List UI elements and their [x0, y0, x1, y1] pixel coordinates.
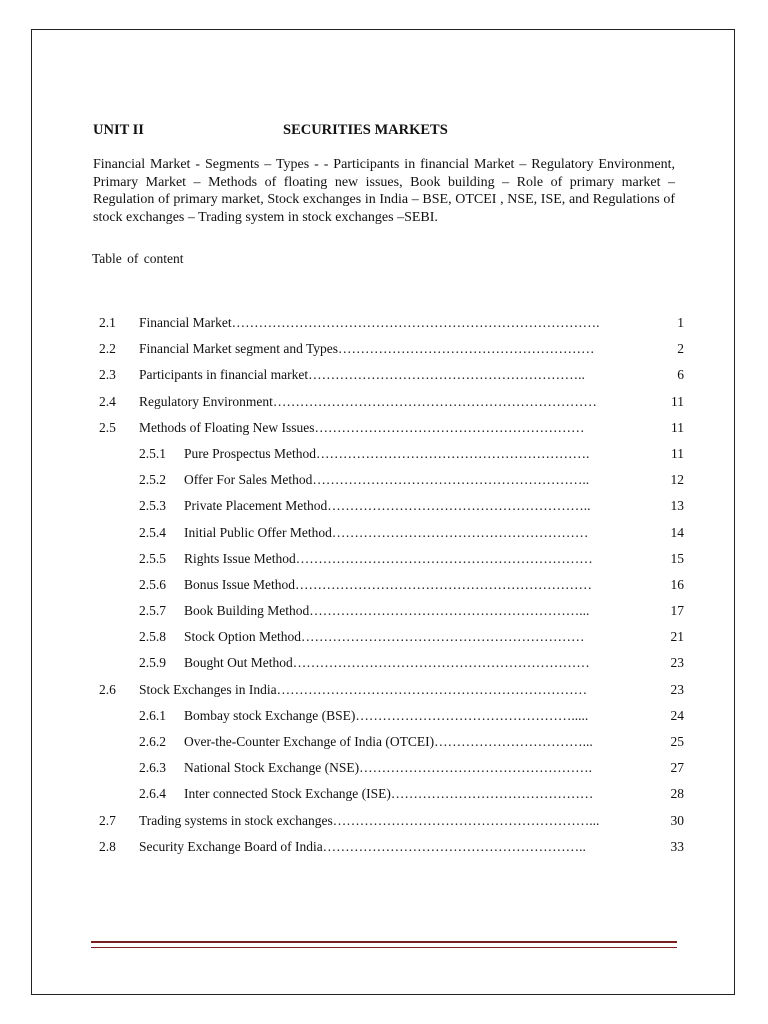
toc-entry-label: Bought Out Method…………………………………………………………: [184, 655, 590, 671]
toc-entry-label: Offer For Sales Method……………………………………………………..: [184, 472, 590, 488]
toc-entry-number: 2.6: [99, 681, 116, 697]
toc-entry-label: Financial Market segment and Types…………………………………………………: [139, 341, 595, 357]
toc-entry-label: Bonus Issue Method…………………………………………………………: [184, 576, 592, 592]
toc-entry[interactable]: [0, 362, 768, 388]
toc-entry[interactable]: [0, 389, 768, 415]
toc-subentry[interactable]: [0, 493, 768, 519]
toc-entry-label: Regulatory Environment………………………………………………………………: [139, 393, 597, 409]
toc-entry-page: 2: [677, 341, 684, 357]
toc-entry[interactable]: [0, 310, 768, 336]
toc-entry-label: Inter connected Stock Exchange (ISE)………………………………………: [184, 786, 594, 802]
toc-entry-number: 2.6.3: [139, 760, 166, 776]
toc-entry-page: 15: [670, 550, 684, 566]
toc-entry-page: 25: [670, 734, 684, 749]
toc-entry-number: 2.5: [99, 419, 116, 435]
toc-entry-label: Book Building Method……………………………………………………...: [184, 603, 590, 619]
toc-entry-label: Stock Option Method………………………………………………………: [184, 629, 585, 645]
toc-entry-number: 2.5.4: [139, 524, 166, 540]
toc-subentry[interactable]: [0, 650, 768, 676]
toc-entry-page: 11: [671, 445, 684, 461]
toc-entry-page: 6: [677, 367, 684, 383]
toc-entry-label: Over-the-Counter Exchange of India (OTCEI)……………………………...: [184, 734, 593, 749]
toc-subentry[interactable]: [0, 729, 768, 755]
toc-entry-number: 2.6.4: [139, 786, 166, 802]
toc-entry-page: 30: [670, 812, 684, 828]
toc-entry-number: 2.8: [99, 838, 116, 854]
toc-entry-label: Stock Exchanges in India……………………………………………………………: [139, 681, 588, 697]
toc-entry-label: National Stock Exchange (NSE)…………………………………………….: [184, 760, 592, 776]
toc-entry-number: 2.5.8: [139, 629, 166, 645]
toc-subentry[interactable]: [0, 703, 768, 729]
toc-entry-page: 23: [670, 681, 684, 697]
toc-entry-number: 2.5.9: [139, 655, 166, 671]
toc-entry-label: Private Placement Method…………………………………………………..: [184, 498, 591, 514]
toc-entry-label: Participants in financial market……………………………………………………..: [139, 367, 585, 383]
toc-entry[interactable]: [0, 677, 768, 703]
toc-entry-label: Security Exchange Board of India…………………………………………………..: [139, 838, 586, 854]
toc-entry-page: 1: [677, 315, 684, 330]
toc-entry-page: 17: [670, 603, 684, 619]
toc-entry-number: 2.5.3: [139, 498, 166, 514]
footer-divider: [91, 941, 677, 948]
toc-entry-page: 16: [670, 576, 684, 592]
toc-entry-number: 2.7: [99, 812, 116, 828]
toc-entry-number: 2.5.6: [139, 576, 166, 592]
toc-entry-number: 2.6.2: [139, 734, 166, 749]
toc-entry-number: 2.5.1: [139, 445, 166, 461]
toc-subentry[interactable]: [0, 467, 768, 493]
toc-entry[interactable]: [0, 336, 768, 362]
syllabus-paragraph: Financial Market - Segments – Types - - Participants in financial Market – Regulatory Environment, Primary Market – Methods of floating new issues, Book building – Role of primary market – Regulation of primary market, Stock exchanges in India – BSE, OTCEI , NSE, ISE, and Regulations of stock exchanges – Trading system in stock exchanges –SEBI.: [93, 157, 675, 225]
toc-subentry[interactable]: [0, 572, 768, 598]
toc-entry-number: 2.2: [99, 341, 116, 357]
toc-entry-number: 2.3: [99, 367, 116, 383]
toc-subentry[interactable]: [0, 441, 768, 467]
toc-entry-label: Pure Prospectus Method…………………………………………………….: [184, 445, 590, 461]
toc-subentry[interactable]: [0, 624, 768, 650]
toc-entry-number: 2.5.7: [139, 603, 166, 619]
toc-entry-label: Bombay stock Exchange (BSE)………………………………………….....: [184, 707, 589, 723]
toc-entry-page: 24: [670, 707, 684, 723]
toc-entry-page: 14: [670, 524, 684, 540]
toc-subentry[interactable]: [0, 781, 768, 807]
toc-entry-label: Initial Public Offer Method…………………………………………………: [184, 524, 589, 540]
toc-entry-page: 21: [670, 629, 684, 645]
toc-entry-page: 11: [671, 419, 684, 435]
toc-entry-number: 2.6.1: [139, 707, 166, 723]
toc-entry-page: 13: [670, 498, 684, 514]
unit-title: SECURITIES MARKETS: [283, 122, 448, 138]
toc-entry-label: Financial Market……………………………………………………………………….: [139, 315, 600, 330]
toc-entry-number: 2.1: [99, 315, 116, 330]
toc-entry[interactable]: [0, 808, 768, 834]
toc-entry-page: 33: [670, 838, 684, 854]
table-of-contents: [0, 310, 768, 860]
toc-entry-page: 23: [670, 655, 684, 671]
toc-entry-number: 2.4: [99, 393, 116, 409]
toc-entry-page: 28: [670, 786, 684, 802]
toc-entry-page: 12: [670, 472, 684, 488]
toc-heading: Table of content: [92, 251, 184, 266]
toc-subentry[interactable]: [0, 520, 768, 546]
toc-entry-label: Methods of Floating New Issues……………………………………………………: [139, 419, 585, 435]
toc-entry[interactable]: [0, 415, 768, 441]
toc-entry-label: Trading systems in stock exchanges…………………………………………………...: [139, 812, 600, 828]
unit-label: UNIT II: [93, 122, 144, 138]
toc-entry-page: 27: [670, 760, 684, 776]
toc-subentry[interactable]: [0, 546, 768, 572]
toc-subentry[interactable]: [0, 755, 768, 781]
toc-subentry[interactable]: [0, 598, 768, 624]
toc-entry-number: 2.5.2: [139, 472, 166, 488]
toc-entry-label: Rights Issue Method…………………………………………………………: [184, 550, 593, 566]
toc-entry-number: 2.5.5: [139, 550, 166, 566]
toc-entry-page: 11: [671, 393, 684, 409]
toc-entry[interactable]: [0, 834, 768, 860]
